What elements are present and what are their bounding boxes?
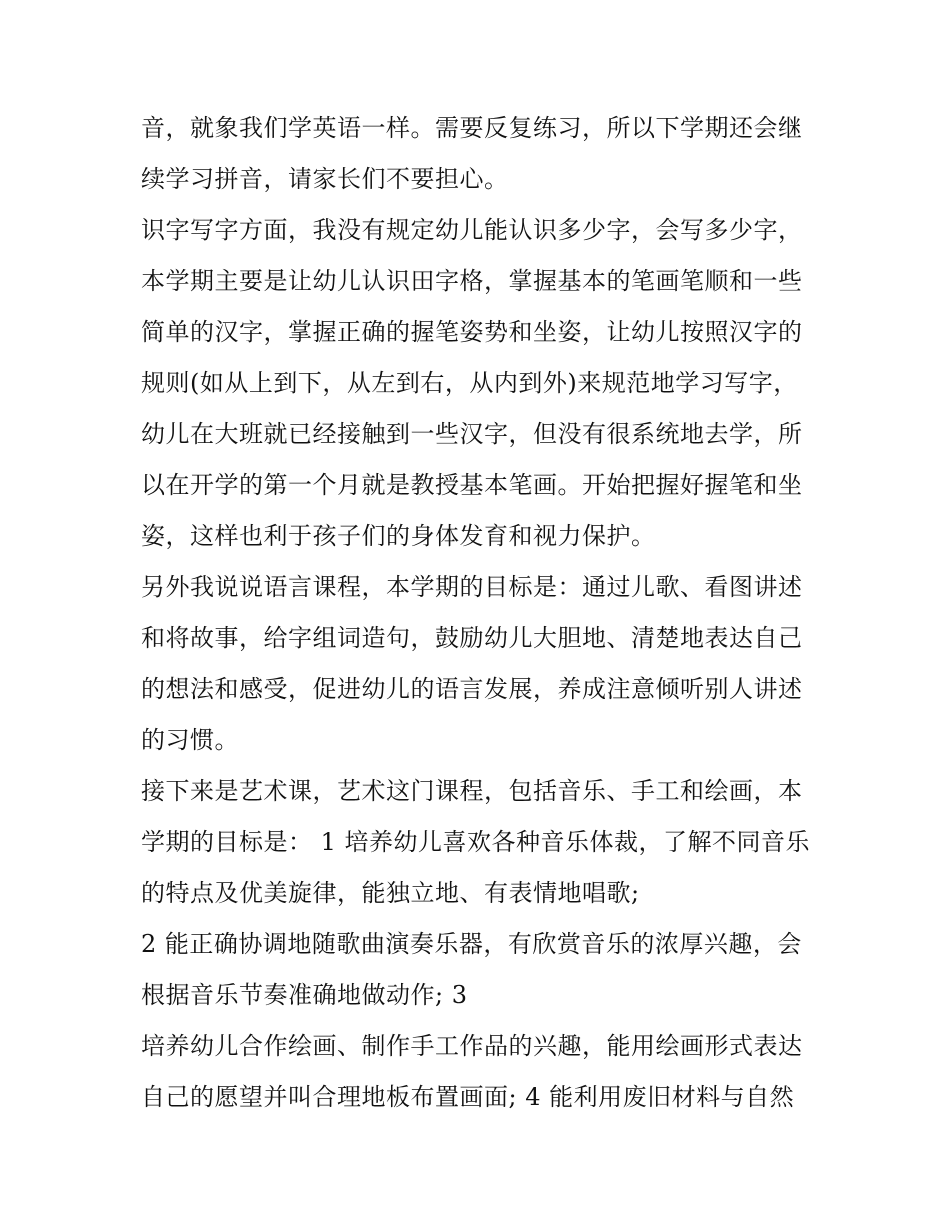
text-line: 自己的愿望并叫合理地板布置画面; 4 能利用废旧材料与自然 — [141, 1083, 795, 1111]
text-line: 规则(如从上到下，从左到右，从内到外)来规范地学习写字， — [141, 369, 798, 397]
text-line: 简单的汉字，掌握正确的握笔姿势和坐姿，让幼儿按照汉字的 — [141, 318, 803, 346]
text-line: 幼儿在大班就已经接触到一些汉字，但没有很系统地去学，所 — [141, 420, 803, 448]
text-line: 音，就象我们学英语一样。需要反复练习，所以下学期还会继 — [141, 114, 803, 142]
text-line: 的习惯。 — [141, 726, 239, 754]
text-line: 接下来是艺术课，艺术这门课程，包括音乐、手工和绘画，本 — [141, 777, 803, 805]
text-line: 和将故事，给字组词造句，鼓励幼儿大胆地、清楚地表达自己 — [141, 624, 803, 652]
text-line: 2 能正确协调地随歌曲演奏乐器，有欣赏音乐的浓厚兴趣，会 — [141, 930, 802, 958]
text-line: 续学习拼音，请家长们不要担心。 — [141, 165, 509, 193]
text-line: 的想法和感受，促进幼儿的语言发展，养成注意倾听别人讲述 — [141, 675, 803, 703]
document-body — [141, 103, 821, 1123]
text-line: 识字写字方面，我没有规定幼儿能认识多少字，会写多少字， — [141, 216, 803, 244]
text-line: 本学期主要是让幼儿认识田字格，掌握基本的笔画笔顺和一些 — [141, 267, 803, 295]
text-line: 的特点及优美旋律，能独立地、有表情地唱歌; — [141, 879, 640, 907]
text-line: 根据音乐节奏准确地做动作; 3 — [141, 981, 468, 1009]
text-line: 姿，这样也利于孩子们的身体发育和视力保护。 — [141, 522, 656, 550]
text-line: 另外我说说语言课程，本学期的目标是：通过儿歌、看图讲述 — [141, 573, 803, 601]
text-line: 以在开学的第一个月就是教授基本笔画。开始把握好握笔和坐 — [141, 471, 803, 499]
text-line: 培养幼儿合作绘画、制作手工作品的兴趣，能用绘画形式表达 — [141, 1032, 803, 1060]
text-line: 学期的目标是： 1 培养幼儿喜欢各种音乐体裁，了解不同音乐 — [141, 828, 811, 856]
